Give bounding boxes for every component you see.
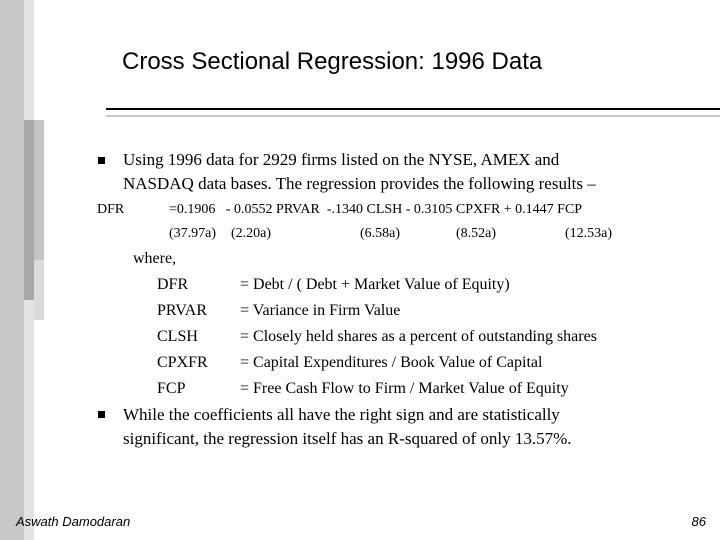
t-stat: (2.20a) <box>231 226 272 241</box>
definition-term: PRVAR <box>157 302 208 319</box>
where-label: where, <box>133 250 177 267</box>
title-rule <box>106 108 720 110</box>
decorative-bar <box>34 260 44 320</box>
definition-term: CLSH <box>157 328 198 345</box>
definition-term: FCP <box>157 380 186 397</box>
t-stat: (37.97a) <box>169 226 217 241</box>
square-bullet-icon <box>98 157 105 164</box>
equation-lhs: DFR <box>97 202 125 217</box>
definition-meaning: = Free Cash Flow to Firm / Market Value of Equity <box>240 380 569 397</box>
definition-meaning: = Closely held shares as a percent of outstanding shares <box>240 328 597 345</box>
t-stat: (6.58a) <box>360 226 401 241</box>
t-stat: (8.52a) <box>456 226 497 241</box>
definition-meaning: = Capital Expenditures / Book Value of Capital <box>240 354 543 371</box>
decorative-bar <box>34 120 44 260</box>
decorative-bar <box>0 0 24 540</box>
definition-meaning: = Variance in Firm Value <box>240 302 401 319</box>
decorative-bar <box>24 120 34 300</box>
bullet-2-line-2: significant, the regression itself has an R-squared of only 13.57%. <box>123 429 572 448</box>
definition-term: DFR <box>157 276 189 293</box>
slide-title: Cross Sectional Regression: 1996 Data <box>122 48 543 75</box>
definition-meaning: = Debt / ( Debt + Market Value of Equity) <box>240 276 510 293</box>
equation-rhs: =0.1906 - 0.0552 PRVAR -.1340 CLSH - 0.3105 CPXFR + 0.1447 FCP <box>169 202 583 217</box>
t-stat: (12.53a) <box>565 226 613 241</box>
square-bullet-icon <box>98 411 105 418</box>
definition-term: CPXFR <box>157 354 208 371</box>
footer-author: Aswath Damodaran <box>16 514 131 529</box>
bullet-1-line-1: Using 1996 data for 2929 firms listed on the NYSE, AMEX and <box>123 150 560 169</box>
bullet-2-line-1: While the coefficients all have the right sign and are statistically <box>123 405 560 424</box>
page-number: 86 <box>691 514 706 529</box>
bullet-1-line-2: NASDAQ data bases. The regression provides the following results – <box>123 174 596 193</box>
title-rule-shadow <box>106 115 720 117</box>
